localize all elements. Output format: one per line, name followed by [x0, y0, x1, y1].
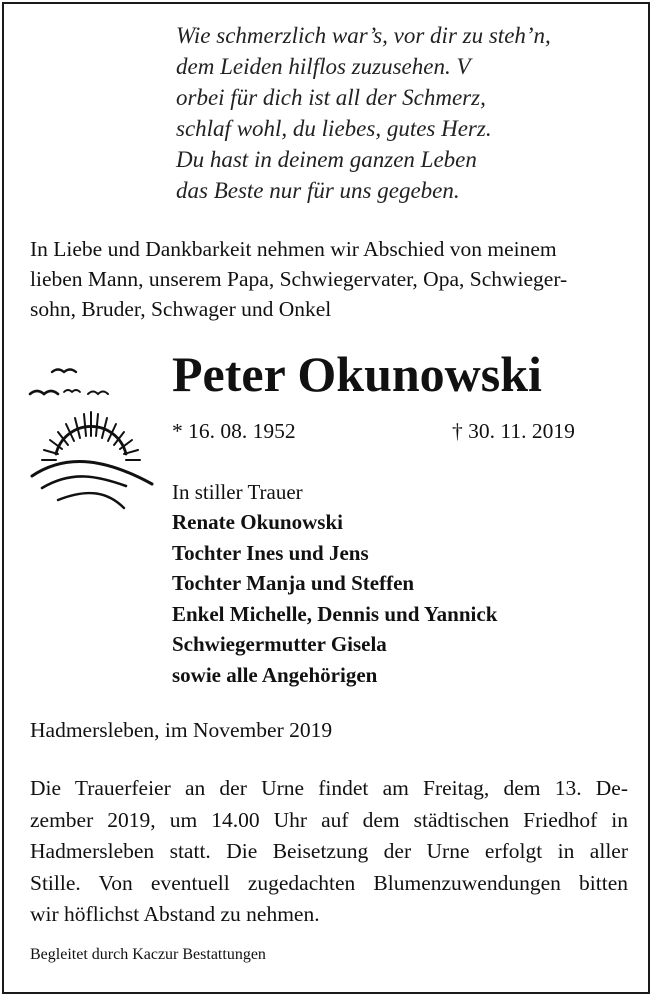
- poem-line: schlaf wohl, du liebes, gutes Herz.: [176, 116, 492, 141]
- mourner: Schwiegermutter Gisela: [172, 632, 387, 657]
- funeral-line: Hadmersleben statt. Die Beisetzung der Urne erfolgt in aller: [30, 839, 628, 863]
- mourning-intro: In stiller Trauer: [172, 480, 303, 504]
- funeral-text: [30, 773, 628, 931]
- mourner: Enkel Michelle, Dennis und Yannick: [172, 601, 498, 626]
- poem-line: das Beste nur für uns gegeben.: [176, 178, 460, 203]
- intro-line: In Liebe und Dankbarkeit nehmen wir Abschied von meinem: [30, 237, 557, 261]
- mourners-list: [172, 507, 612, 691]
- mourner: Tochter Ines und Jens: [172, 540, 369, 565]
- poem-line: Du hast in deinem ganzen Leben: [176, 147, 477, 172]
- poem: [176, 20, 636, 206]
- funeral-line: Die Trauerfeier an der Urne findet am Freitag, dem 13. De-: [30, 776, 628, 800]
- funeral-line: zember 2019, um 14.00 Uhr auf dem städtischen Friedhof in: [30, 807, 628, 832]
- intro-text: [30, 234, 630, 324]
- deceased-name: Peter Okunowski: [172, 346, 542, 402]
- sunset-birds-icon: [28, 360, 158, 520]
- funeral-line: Stille. Von eventuell zugedachten Blumenzuwendungen bitten: [30, 870, 628, 895]
- death-date: † 30. 11. 2019: [452, 419, 575, 443]
- intro-line: lieben Mann, unserem Papa, Schwiegervater, Opa, Schwieger-: [30, 267, 568, 291]
- poem-line: orbei für dich ist all der Schmerz,: [176, 85, 486, 110]
- undertaker-credit: Begleitet durch Kaczur Bestattungen: [30, 946, 266, 963]
- funeral-line: wir höflichst Abstand zu nehmen.: [30, 902, 320, 926]
- poem-line: Wie schmerzlich war’s, vor dir zu steh’n,: [176, 23, 551, 48]
- mourner: Tochter Manja und Steffen: [172, 571, 415, 596]
- intro-line: sohn, Bruder, Schwager und Onkel: [30, 297, 332, 321]
- poem-line: dem Leiden hilflos zuzusehen. V: [176, 54, 471, 79]
- mourner: sowie alle Angehörigen: [172, 662, 378, 687]
- mourner: Renate Okunowski: [172, 510, 343, 534]
- place-date: Hadmersleben, im November 2019: [30, 718, 333, 742]
- birth-date: * 16. 08. 1952: [172, 419, 296, 443]
